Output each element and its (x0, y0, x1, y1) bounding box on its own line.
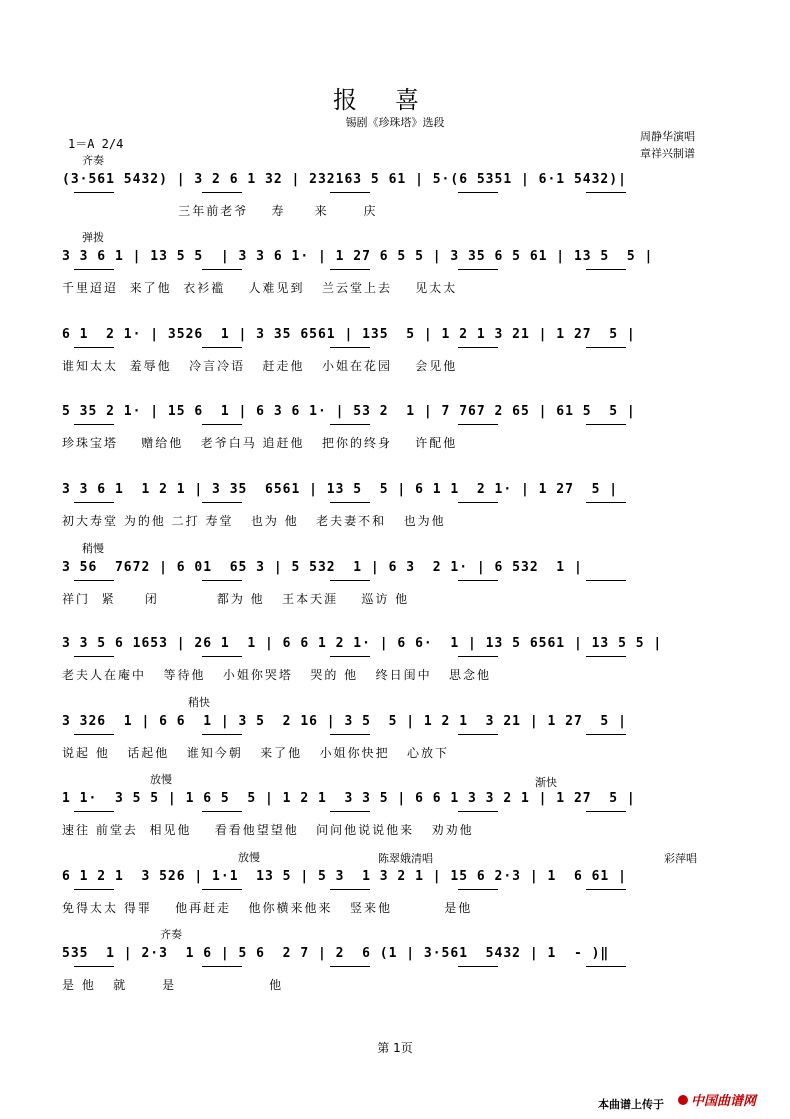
notation-line: 3 326 1 | 6 6 1 | 3 5 2 16 | 3 5 5 | 1 2 1 3 21 | 1 27 5 | (62, 714, 627, 729)
tempo-mark: 放慢 (238, 851, 260, 864)
tempo-mark: 弹拨 (82, 231, 104, 244)
beam-line (330, 269, 370, 270)
score-row (62, 542, 730, 632)
page-number: 第 1页 (377, 1041, 413, 1055)
lyrics-line: 老夫人在庵中 等待他 小姐你哭塔 哭的 他 终日闺中 思念他 (62, 668, 492, 682)
beam-line (330, 734, 370, 735)
lyrics-line: 珍珠宝塔 赠给他 老爷白马 追赶他 把你的终身 许配他 (62, 436, 458, 450)
beam-line (330, 502, 370, 503)
lyrics-line: 三年前老爷 寿 来 庆 (62, 204, 378, 218)
notation-line: 5 35 2 1· | 15 6 1 | 6 3 6 1· | 53 2 1 | 7 767 2 65 | 61 5 5 | (62, 404, 636, 419)
beam-line (458, 966, 498, 967)
notation-line: 3 56 7672 | 6 01 65 3 | 5 532 1 | 6 3 2 1· | 6 532 1 | (62, 560, 583, 575)
lyrics-line: 免得太太 得罪 他再赶走 他你横来他来 竖来他 是他 (62, 901, 473, 915)
lyrics-line: 初大寿堂 为的他 二打 寿堂 也为 他 老夫妻不和 也为他 (62, 514, 446, 528)
beam-line (586, 889, 626, 890)
site-logo (678, 1090, 778, 1110)
singer-credit: 周静华演唱 (640, 130, 695, 143)
beam-line (458, 192, 498, 193)
notation-line: (3·561 5432) | 3 2 6 1 32 | 232163 5 61 | 5·(6 5351 | 6·1 5432)| (62, 172, 627, 187)
beam-line (586, 424, 626, 425)
beam-line (586, 192, 626, 193)
beam-line (202, 269, 242, 270)
beam-line (458, 734, 498, 735)
beam-line (586, 580, 626, 581)
notation-line: 6 1 2 1 3 526 | 1·1 13 5 | 5 3 1 3 2 1 | 15 6 2·3 | 1 6 61 | (62, 869, 627, 884)
lyrics-line: 谁知太太 羞辱他 冷言冷语 赶走他 小姐在花园 会见他 (62, 359, 458, 373)
tempo-mark: 稍慢 (82, 542, 104, 555)
beam-line (330, 889, 370, 890)
lyrics-line: 是 他 就 是 他 (62, 978, 284, 992)
beam-line (458, 347, 498, 348)
notation-line: 3 3 6 1 1 2 1 | 3 35 6561 | 13 5 5 | 6 1 1 2 1· | 1 27 5 | (62, 482, 619, 497)
page-title: 报喜 (333, 86, 457, 114)
tempo-mark: 齐奏 (160, 928, 182, 941)
beam-line (330, 192, 370, 193)
beam-line (586, 269, 626, 270)
tempo-mark: 放慢 (150, 773, 172, 786)
arranger-credit: 章祥兴制谱 (640, 147, 695, 160)
beam-line (74, 269, 114, 270)
beam-line (458, 580, 498, 581)
beam-line (202, 656, 242, 657)
beam-line (202, 966, 242, 967)
tempo-mark: 齐奏 (82, 154, 104, 167)
beam-line (330, 580, 370, 581)
beam-line (202, 424, 242, 425)
beam-line (586, 347, 626, 348)
notation-line: 6 1 2 1· | 3526 1 | 3 35 6561 | 135 5 | 1 2 1 3 21 | 1 27 5 | (62, 327, 636, 342)
beam-line (586, 502, 626, 503)
score-row (62, 231, 730, 321)
notation-line: 3 3 6 1 | 13 5 5 | 3 3 6 1· | 1 27 6 5 5 | 3 35 6 5 61 | 13 5 5 | (62, 249, 654, 264)
beam-line (74, 889, 114, 890)
beam-line (586, 656, 626, 657)
notation-line: 3 3 5 6 1653 | 26 1 1 | 6 6 1 2 1· | 6 6· 1 | 13 5 6561 | 13 5 5 | (62, 636, 663, 651)
score-row (62, 404, 730, 476)
beam-line (330, 811, 370, 812)
lyrics-line: 祥门 紧 闭 都为 他 王本天涯 巡访 他 (62, 592, 410, 606)
beam-line (586, 811, 626, 812)
beam-line (458, 889, 498, 890)
beam-line (458, 269, 498, 270)
beam-line (74, 580, 114, 581)
beam-line (586, 966, 626, 967)
lyrics-line: 速往 前堂去 相见他 看看他望望他 问问他说说他来 劝劝他 (62, 823, 474, 837)
upload-note: 本曲谱上传于 (598, 1098, 664, 1111)
beam-line (330, 424, 370, 425)
beam-line (330, 966, 370, 967)
beam-line (202, 502, 242, 503)
beam-line (202, 811, 242, 812)
beam-line (202, 734, 242, 735)
score-row (62, 482, 730, 554)
beam-line (202, 347, 242, 348)
tempo-mark: 稍快 (188, 696, 210, 709)
beam-line (458, 811, 498, 812)
beam-line (458, 656, 498, 657)
key-signature: 1＝A 2/4 (68, 137, 124, 151)
notation-line: 535 1 | 2·3 1 6 | 5 6 2 7 | 2 6 (1 | 3·561 5432 | 1 - )‖ (62, 946, 610, 961)
beam-line (458, 424, 498, 425)
beam-line (202, 889, 242, 890)
accel-mark: 渐快 (535, 776, 557, 789)
beam-line (74, 966, 114, 967)
notation-line: 1 1· 3 5 5 | 1 6 5 5 | 1 2 1 3 3 5 | 6 6 1 3 3 2 1 | 1 27 5 | (62, 791, 636, 806)
beam-line (202, 580, 242, 581)
site-name: 中国曲谱网 (691, 1094, 757, 1109)
solo-mark-b: 彩萍唱 (664, 852, 697, 865)
score-row (62, 636, 730, 708)
beam-line (330, 347, 370, 348)
score-row (62, 928, 730, 1018)
lyrics-line: 说起 他 话起他 谁知今朝 来了他 小姐你快把 心放下 (62, 746, 450, 760)
score-row (62, 327, 730, 399)
beam-line (74, 811, 114, 812)
beam-line (74, 192, 114, 193)
page-subtitle: 锡剧《珍珠塔》选段 (345, 116, 445, 129)
beam-line (74, 502, 114, 503)
solo-mark-a: 陈翠娥清唱 (378, 852, 433, 865)
beam-line (202, 192, 242, 193)
beam-line (74, 734, 114, 735)
beam-line (74, 424, 114, 425)
beam-line (586, 734, 626, 735)
beam-line (74, 347, 114, 348)
lyrics-line: 千里迢迢 来了他 衣衫褴 人难见到 兰云堂上去 见太太 (62, 281, 458, 295)
beam-line (74, 656, 114, 657)
score-row (62, 154, 730, 244)
logo-circle-icon (678, 1095, 688, 1105)
beam-line (458, 502, 498, 503)
beam-line (330, 656, 370, 657)
